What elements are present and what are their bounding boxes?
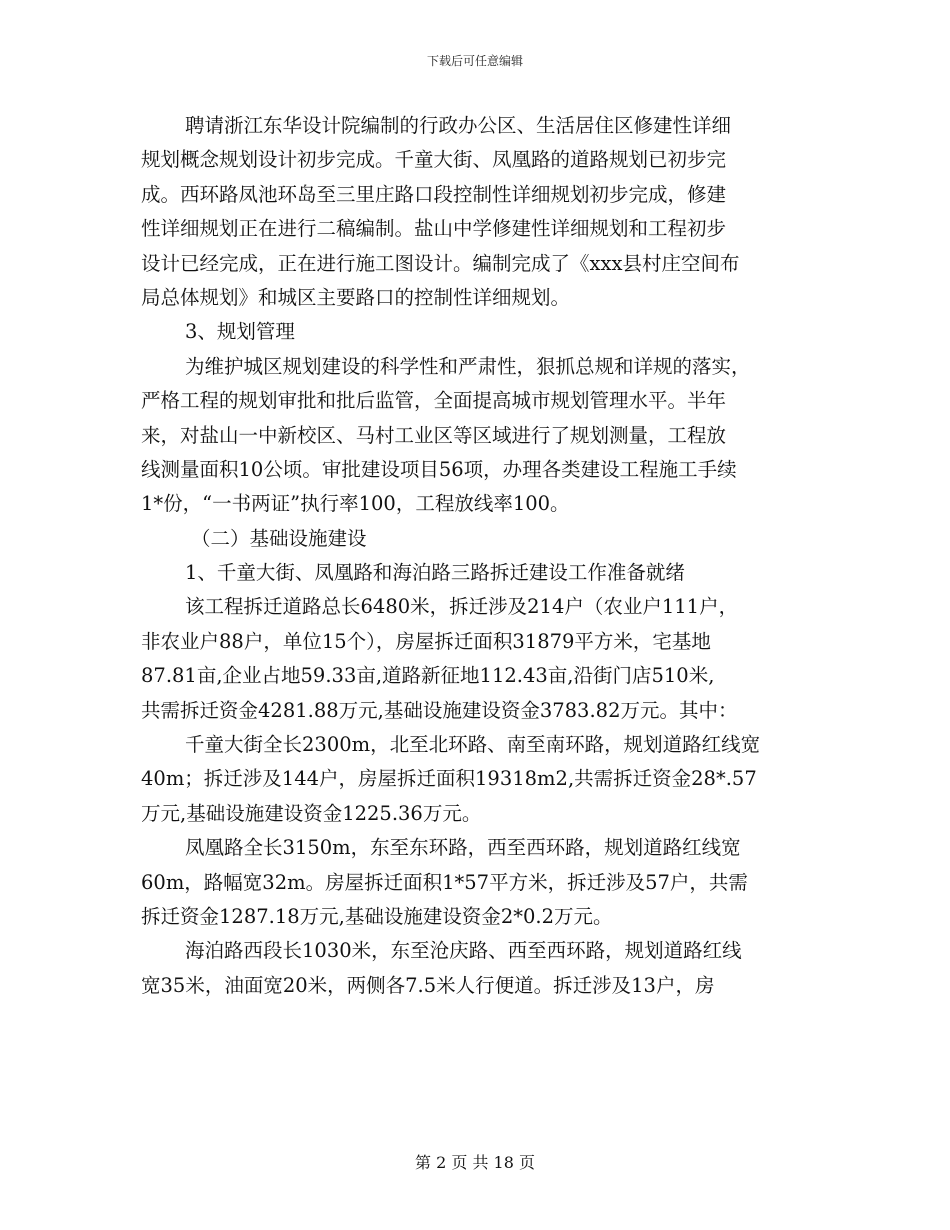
paragraph-line: 87.81亩,企业占地59.33亩,道路新征地112.43亩,沿街门店510米, [141,664,715,688]
paragraph-line: 为维护城区规划建设的科学性和严肃性，狠抓总规和详规的落实， [185,354,751,378]
paragraph-line: 60m，路幅宽32m。房屋拆迁面积1*57平方米，拆迁涉及57户，共需 [141,870,748,894]
paragraph-line: 该工程拆迁道路总长6480米，拆迁涉及214户（农业户111户， [185,595,739,619]
paragraph-line: 聘请浙江东华设计院编制的行政办公区、生活居住区修建性详细 [185,114,732,137]
section-heading: （二）基础设施建设 [191,526,367,550]
paragraph-line: 宽35米，油面宽20米，两侧各7.5米人行便道。拆迁涉及13户，房 [141,973,715,997]
paragraph-line: 40m；拆迁涉及144户，房屋拆迁面积19318m2,共需拆迁资金28*.57 [141,767,757,791]
paragraph-line: 非农业户88户，单位15个），房屋拆迁面积31879平方米，宅基地 [141,629,711,653]
paragraph-line: 1*份，“一书两证”执行率100，工程放线率100。 [141,492,570,516]
paragraph-line: 设计已经完成，正在进行施工图设计。编制完成了《xxx县村庄空间布 [141,251,740,275]
paragraph-line: 来，对盐山一中新校区、马村工业区等区域进行了规划测量，工程放 [141,423,727,447]
document-body [141,109,821,1003]
paragraph-line: 线测量面积10公顷。审批建设项目56项，办理各类建设工程施工手续 [141,457,737,481]
section-heading: 3、规划管理 [185,320,295,344]
paragraph-line: 凤凰路全长3150m，东至东环路，西至西环路，规划道路红线宽 [185,836,741,860]
paragraph-line: 成。西环路凤池环岛至三里庄路口段控制性详细规划初步完成，修建 [141,182,727,206]
paragraph-line: 严格工程的规划审批和批后监管，全面提高城市规划管理水平。半年 [141,389,727,413]
paragraph-line: 海泊路西段长1030米，东至沧庆路、西至西环路，规划道路红线 [185,939,742,963]
page-header: 下载后可任意编辑 [426,54,523,68]
paragraph-line: 共需拆迁资金4281.88万元,基础设施建设资金3783.82万元。其中： [141,698,738,722]
paragraph-line: 拆迁资金1287.18万元,基础设施建设资金2*0.2万元。 [141,904,613,928]
paragraph-line: 性详细规划正在进行二稿编制。盐山中学修建性详细规划和工程初步 [141,217,727,241]
paragraph-line: 千童大街全长2300m，北至北环路、南至南环路，规划道路红线宽 [185,733,761,757]
paragraph-line: 局总体规划》和城区主要路口的控制性详细规划。 [141,285,571,309]
paragraph-line: 万元,基础设施建设资金1225.36万元。 [141,801,482,825]
page-number: 第 2 页 共 18 页 [415,1153,535,1172]
paragraph-line: 规划概念规划设计初步完成。千童大街、凤凰路的道路规划已初步完 [141,148,727,172]
subsection-heading: 1、千童大街、凤凰路和海泊路三路拆迁建设工作准备就绪 [185,561,685,585]
